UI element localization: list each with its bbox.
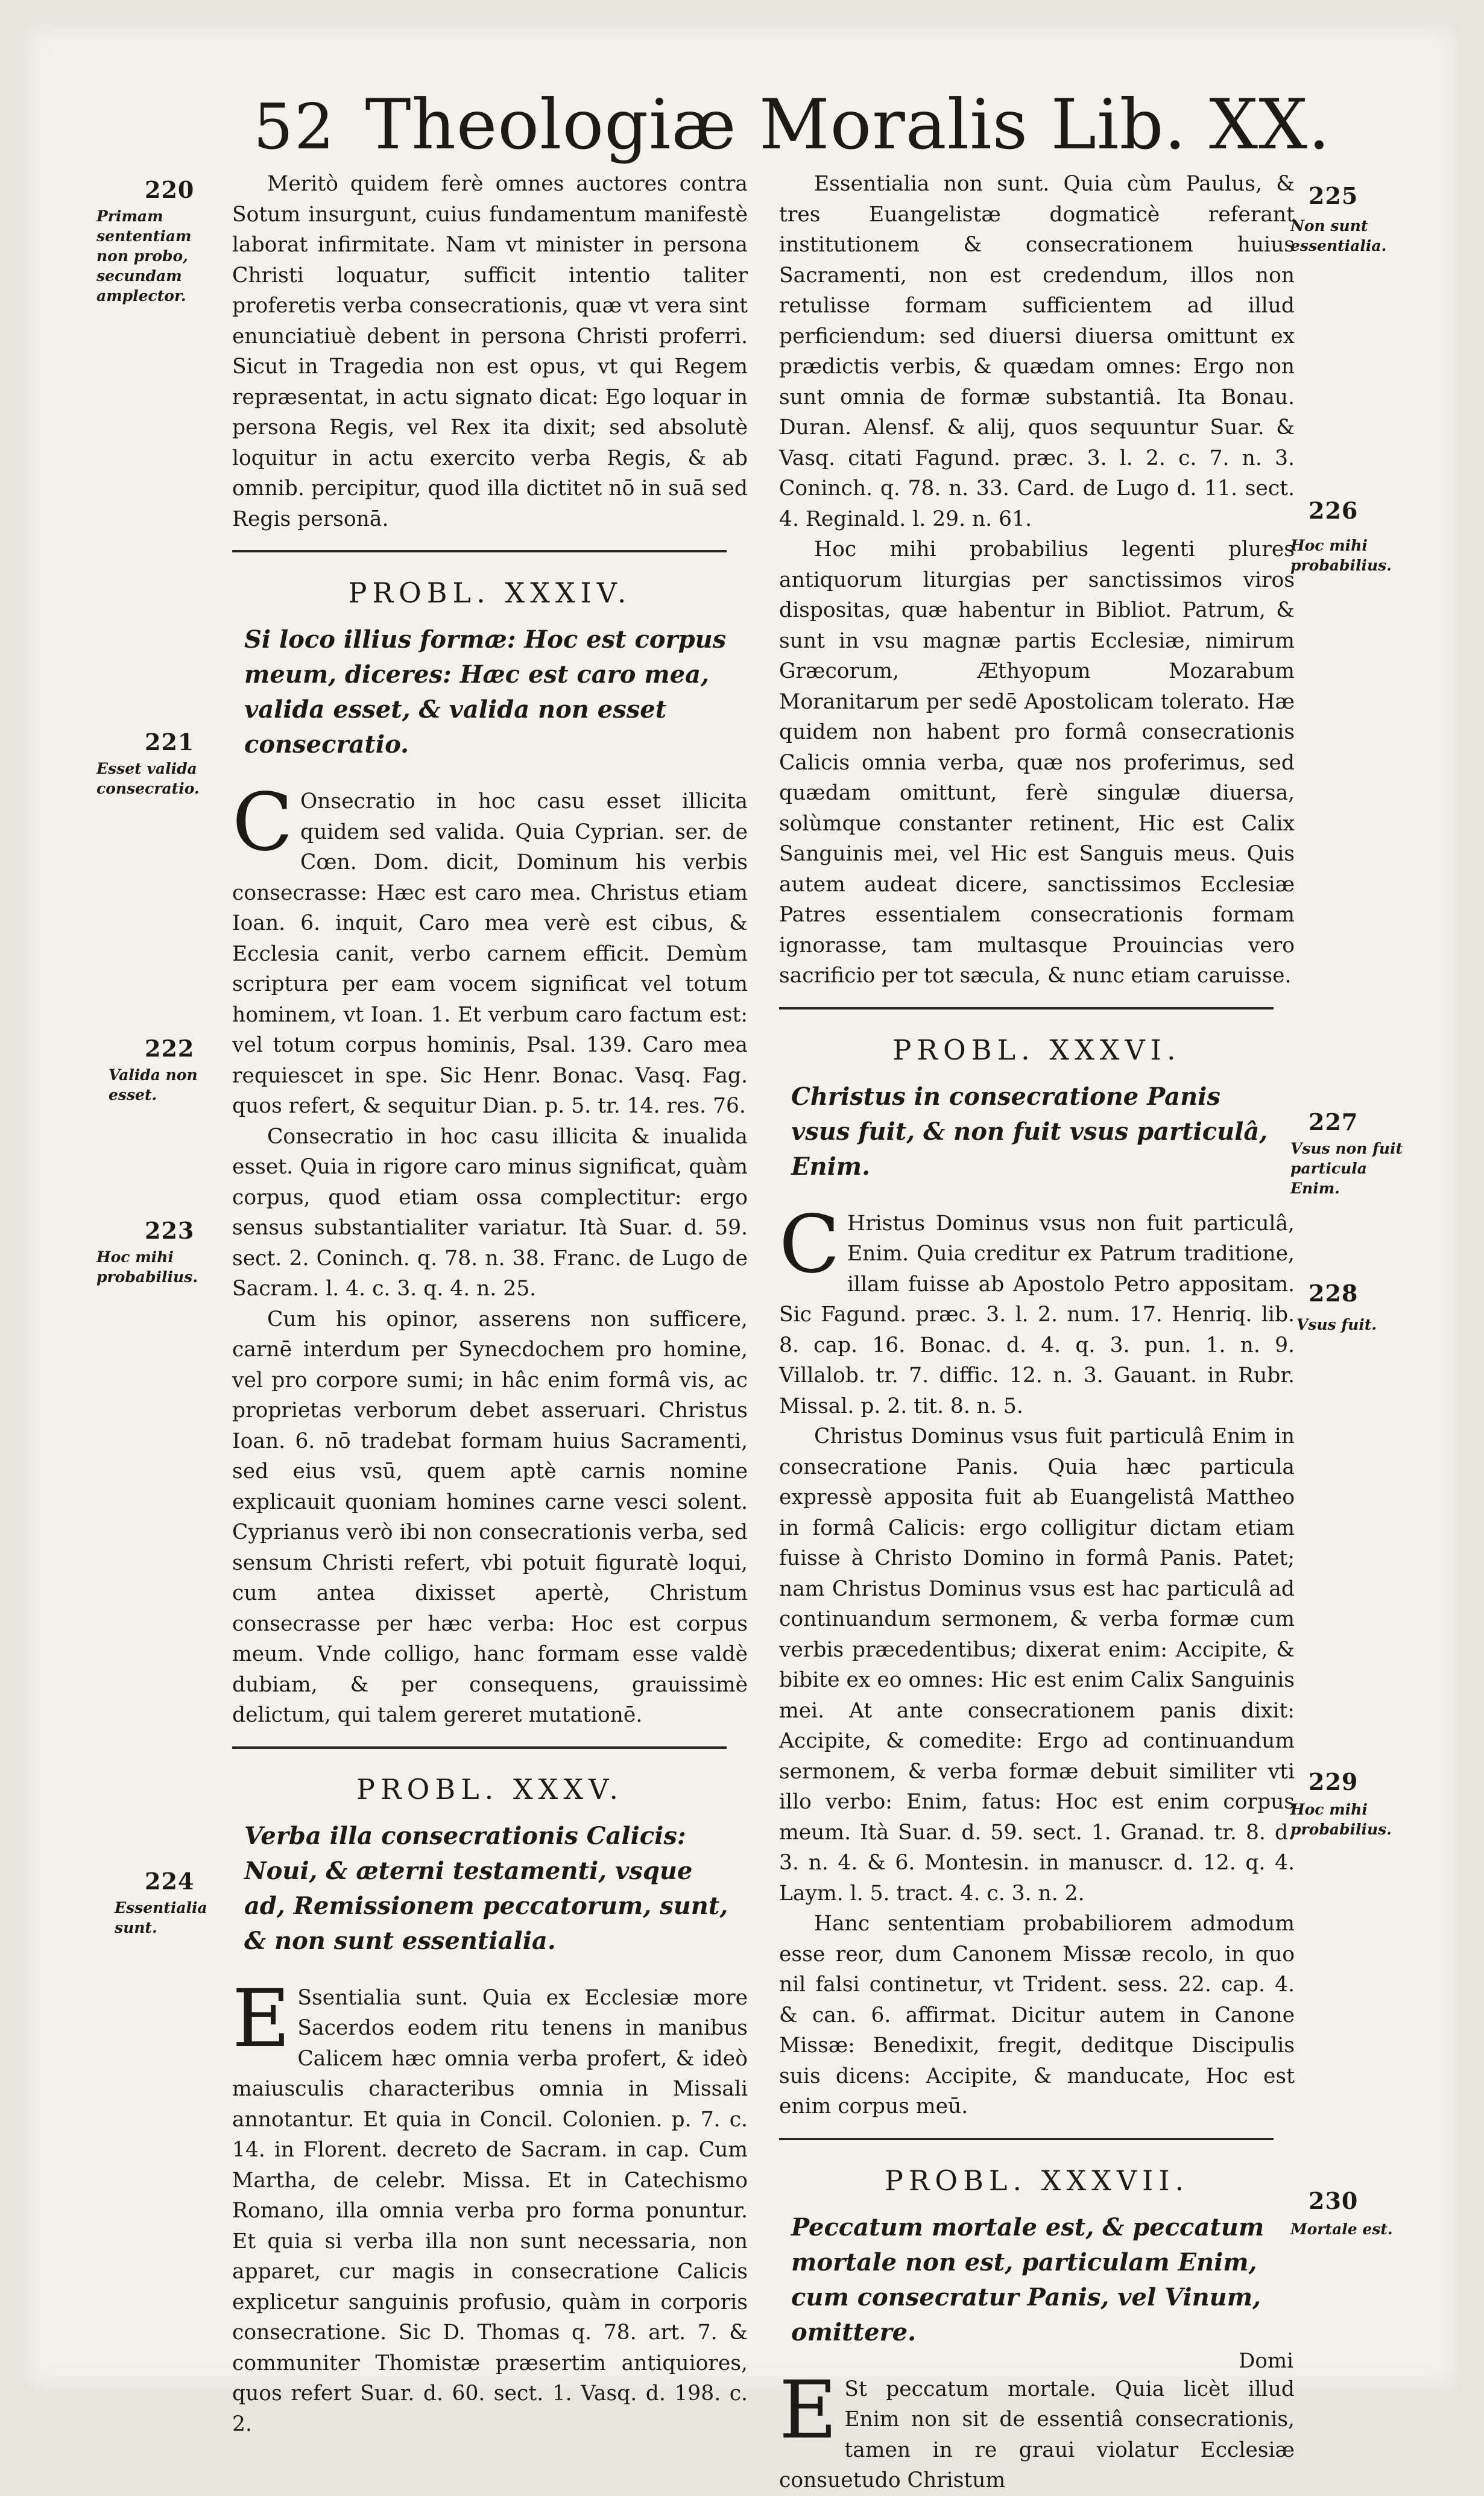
section-rule — [779, 1007, 1274, 1009]
margin-number-230: 230 — [1309, 2187, 1359, 2214]
right-column — [779, 169, 1295, 2496]
section-rule — [232, 550, 727, 552]
catchword: Domi — [1239, 2349, 1293, 2373]
margin-note-226: Hoc mihi probabilius. — [1290, 537, 1392, 574]
margin-number-220: 220 — [145, 176, 195, 203]
margin-number-222: 222 — [145, 1035, 195, 1062]
problem-35-title: Verba illa consecrationis Calicis: Noui, & æterni testamenti, vsque ad, Remissionem peccatorum, sunt, & non sunt essentialia. — [244, 1821, 728, 1955]
paragraph-223: Cum his opinor, asserens non sufficere, carnē interdum per Synecdochem pro homine, vel pro corpore sumi; in hâc enim formâ vis, ac proprietas verborum debet asseruari. Christus Ioan. 6. nō tradebat formam huius Sacramenti, sed eius vsū, quem aptè carnis nomine explicauit quoniam homines carne vesci solent. Cyprianus verò ibi non consecrationis verba, sed sensum Christi refert, vbi potuit figuratè loqui, cum antea dixisset apertè, Christum consecrasse per hæc verba: Hoc est corpus meum. Vnde colligo, hanc formam esse valdè dubiam, & per consequens, grauissimè delictum, qui talem gereret mutationē. — [232, 1307, 748, 1727]
paragraph-229: Hanc sententiam probabiliorem admodum esse reor, dum Canonem Missæ recolo, in quo nil falsi continetur, vt Trident. sess. 22. cap. 4. & can. 6. affirmat. Dicitur autem in Canone Missæ: Benedixit, fregit, deditque Discipulis suis dicens: Accipite, & manducate, Hoc est enim corpus meū. — [779, 1912, 1295, 2118]
drop-cap-227: C — [779, 1198, 840, 1291]
margin-number-223: 223 — [145, 1217, 195, 1244]
problem-35-heading: PROBL. XXXV. — [356, 1772, 624, 1806]
margin-number-226: 226 — [1309, 497, 1359, 524]
paragraph-220: Meritò quidem ferè omnes auctores contra Sotum insurgunt, cuius fundamentum manifestè laborat infirmitate. Nam vt minister in persona Christi loquatur, sufficit intentio taliter proferetis verba consecrationis, quæ vt vera sint enunciatiuè debent in persona Christi proferri. Sicut in Tragedia non est opus, vt qui Regem repræsentat, in actu signato dicat: Ego loquar in persona Regis, vel Rex ita dixit; sed absolutè loquitur in actu exercito verba Regis, & ab omnib. percipitur, quod illa dictitet nō in suā sed Regis personā. — [232, 172, 748, 531]
section-rule — [779, 2138, 1274, 2140]
problem-36-heading: PROBL. XXXVI. — [892, 1033, 1181, 1066]
problem-37-heading: PROBL. XXXVII. — [884, 2164, 1190, 2197]
drop-cap-230: E — [779, 2363, 838, 2457]
left-column — [232, 169, 748, 2439]
page-number: 52 — [253, 90, 336, 163]
margin-note-220: Primam sententiam non probo, secundam amplector. — [96, 207, 192, 305]
margin-number-228: 228 — [1309, 1280, 1359, 1307]
section-rule — [232, 1746, 727, 1749]
page-header — [253, 84, 1331, 169]
margin-note-225: Non sunt essentialia. — [1290, 217, 1387, 254]
margin-note-222: Valida non esset. — [109, 1066, 198, 1104]
running-title: Theologiæ Moralis Lib. XX. — [365, 84, 1331, 165]
paragraph-222: Consecratio in hoc casu illicita & inualida esset. Quia in rigore caro minus significat, quàm corpus, quod etiam ossa complectitur: ergo sensus substantialiter variatur. Ità Suar. d. 59. sect. 2. Coninch. q. 78. n. 38. Franc. de Lugo de Sacram. l. 4. c. 3. q. 4. n. 25. — [232, 1124, 748, 1301]
drop-cap-224: E — [232, 1972, 291, 2065]
margin-note-221: Esset valida consecratio. — [96, 760, 200, 797]
paragraph-224: E Ssentialia sunt. Quia ex Ecclesiæ more Sacerdos eodem ritu tenens in manibus Calicem hæc omnia verba profert, & ideò maiusculis characteribus omnia in Missali annotantur. Et quia in Concil. Colonien. p. 7. c. 14. in Florent. decreto de Sacram. in cap. Cum Martha, de celebr. Missa. Et in Catechismo Romano, illa omnia verba pro forma ponuntur. Et quia si verba illa non sunt necessaria, non apparet, cur magis in consecratione Calicis explicetur sanguinis profusio, quàm in corporis consecratione. Sic D. Thomas q. 78. art. 7. & communiter Thomistæ præsertim antiquiores, quos refert Suar. d. 60. sect. 1. Vasq. d. 198. c. 2. — [232, 1972, 748, 2436]
margin-number-225: 225 — [1309, 182, 1359, 209]
paragraph-225: Essentialia non sunt. Quia cùm Paulus, & tres Euangelistæ dogmaticè referant institutionem & consecrationem huius Sacramenti, non est credendum, illos non retulisse formam sufficientem ad illud perficiendum: sed diuersi diuersa omittunt ex prædictis verbis, & quædam omnes: Ergo non sunt omnia de formæ substantiâ. Ita Bonau. Duran. Alensf. & alij, quos sequuntur Suar. & Vasq. citati Fagund. præc. 3. l. 2. c. 7. n. 3. Coninch. q. 78. n. 33. Card. de Lugo d. 11. sect. 4. Reginald. l. 29. n. 61. — [779, 172, 1295, 531]
margin-note-223: Hoc mihi probabilius. — [96, 1248, 198, 1286]
drop-cap-221: C — [232, 776, 293, 869]
problem-34-title: Si loco illius formæ: Hoc est corpus meum, diceres: Hæc est caro mea, valida esset, & valida non esset consecratio. — [244, 625, 727, 759]
margin-note-224: Essentialia sunt. — [115, 1899, 207, 1936]
paragraph-228: Christus Dominus vsus fuit particulâ Enim in consecratione Panis. Quia hæc particula expressè apposita fuit ab Euangelistâ Mattheo in formâ Calicis: ergo colligitur dictam etiam fuisse à Christo Domino in formâ Panis. Patet; nam Christus Dominus vsus est hac particulâ ad continuandum sermonem, & verba formæ cum verbis præcedentibus; dixerat enim: Accipite, & bibite ex eo omnes: Hic est enim Calix Sanguinis mei. At ante consecrationem panis dixit: Accipite, & comedite: Ergo ad continuandum sermonem, & verba formæ debuit similiter vti illo verbo: Enim, fatus: Hoc est enim corpus meum. Ità Suar. d. 59. sect. 1. Granad. tr. 8. d. 3. n. 4. & 6. Montesin. in manuscr. d. 12. q. 4. Laym. l. 5. tract. 4. c. 3. n. 2. — [779, 1424, 1295, 1906]
paragraph-221: C Onsecratio in hoc casu esset illicita quidem sed valida. Quia Cyprian. ser. de Cœn. Dom. dicit, Dominum his verbis consecrasse: Hæc est caro mea. Christus etiam Ioan. 6. inquit, Caro mea verè est cibus, & Ecclesia canit, verbo carnem efficit. Demùm scriptura per eam vocem significat vel totum hominem, vt Ioan. 1. Et verbum caro factum est: vel totum corpus hominis, Psal. 139. Caro mea requiescet in spe. Sic Henr. Bonac. Vasq. Fag. quos refert, & sequitur Dian. p. 5. tr. 14. res. 76. — [232, 776, 748, 1118]
margin-note-229: Hoc mihi probabilius. — [1290, 1801, 1392, 1838]
problem-36-title: Christus in consecratione Panis vsus fuit, & non fuit vsus particulâ, Enim. — [791, 1082, 1268, 1181]
paragraph-230: E St peccatum mortale. Quia licèt illud Enim non sit de essentiâ consecrationis, tamen in re graui violatur Ecclesiæ consuetudo Christum — [779, 2363, 1295, 2492]
problem-37-title: Peccatum mortale est, & peccatum mortale non est, particulam Enim, cum consecratur Panis, vel Vinum, omittere. — [791, 2213, 1265, 2346]
margin-number-221: 221 — [145, 728, 195, 756]
paragraph-226: Hoc mihi probabilius legenti plures antiquorum liturgias per sanctissimos viros dispositas, quæ habentur in Bibliot. Patrum, & sunt in vsu magnæ partis Ecclesiæ, nimirum Græcorum, Æthyopum Mozarabum Moranitarum per sedē Apostolicam tolerato. Hæ quidem non habent pro formâ consecrationis Calicis omnia verba, quæ nos proferimus, sed quædam omittunt, ferè singulæ diuersa, solùmque constanter retinent, Hic est Calix Sanguinis mei, vel Hic est Sanguis meus. Quis autem audeat dicere, sanctissimos Ecclesiæ Patres essentialem consecrationis formam ignorasse, tam multasque Prouincias vero sacrificio per tot sæcula, & nunc etiam caruisse. — [779, 537, 1295, 988]
margin-number-224: 224 — [145, 1868, 195, 1895]
margin-number-227: 227 — [1309, 1108, 1359, 1136]
margin-note-227: Vsus non fuit particula Enim. — [1290, 1140, 1403, 1197]
margin-note-228: Vsus fuit. — [1296, 1316, 1377, 1333]
problem-34-heading: PROBL. XXXIV. — [348, 577, 632, 609]
margin-number-229: 229 — [1309, 1768, 1359, 1795]
paragraph-227: C Hristus Dominus vsus non fuit particulâ, Enim. Quia creditur ex Patrum traditione, illam fuisse ab Apostolo Petro appositam. Sic Fagund. præc. 3. l. 2. num. 17. Henriq. lib. 8. cap. 16. Bonac. d. 4. q. 3. pun. 1. n. 9. Villalob. tr. 7. diffic. 12. n. 3. Gauant. in Rubr. Missal. p. 2. tit. 8. n. 5. — [779, 1198, 1295, 1418]
margin-note-230: Mortale est. — [1290, 2220, 1393, 2238]
book-page — [24, 24, 1459, 2492]
